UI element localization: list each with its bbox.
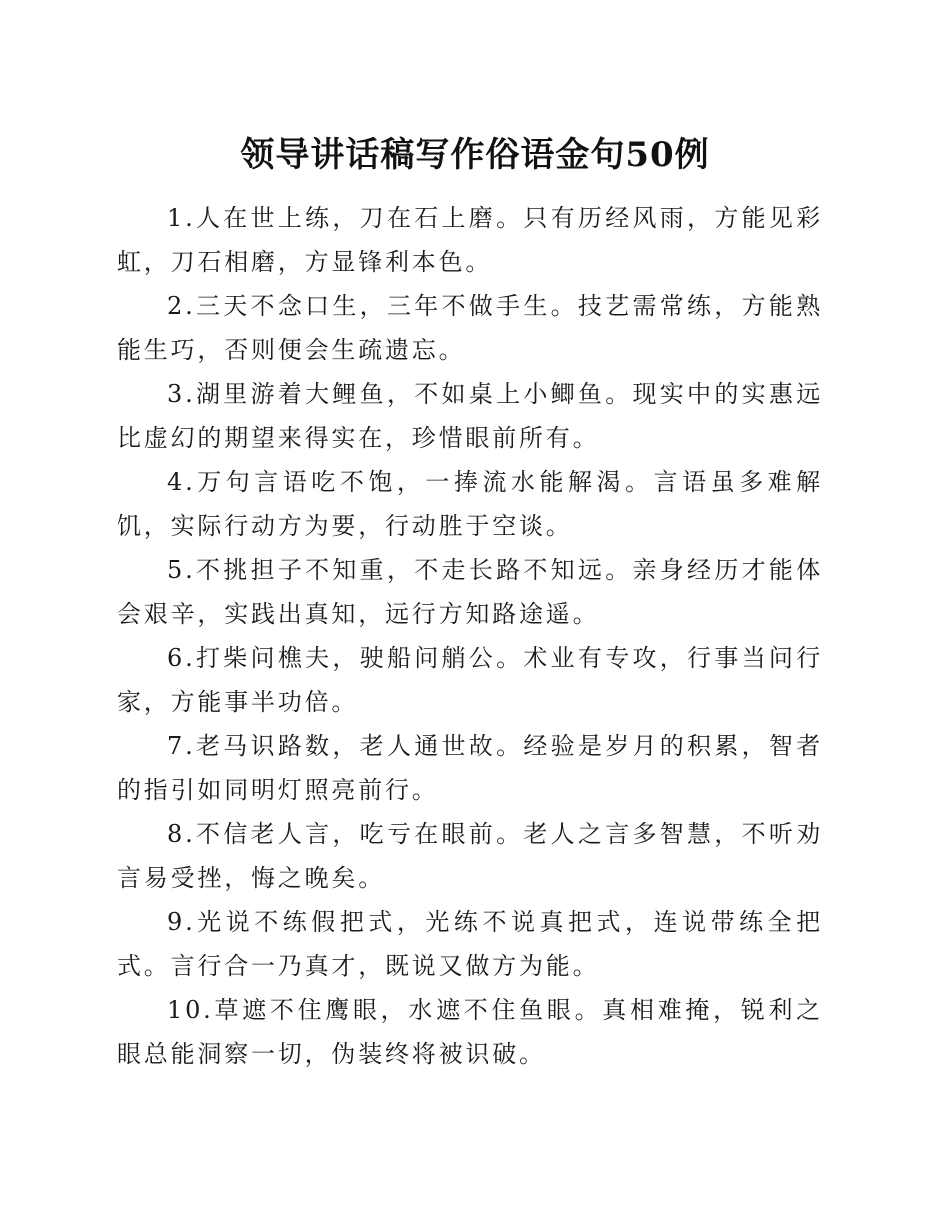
saying-item-1: 1.人在世上练，刀在石上磨。只有历经风雨，方能见彩虹，刀石相磨，方显锋利本色。: [117, 204, 823, 276]
saying-item-8: 8.不信老人言，吃亏在眼前。老人之言多智慧，不听劝言易受挫，悔之晚矣。: [117, 820, 823, 892]
saying-item-5: 5.不挑担子不知重，不走长路不知远。亲身经历才能体会艰辛，实践出真知，远行方知路途遥。: [117, 556, 823, 628]
saying-item-3: 3.湖里游着大鲤鱼，不如桌上小鲫鱼。现实中的实惠远比虚幻的期望来得实在，珍惜眼前所有。: [117, 380, 823, 452]
saying-item-4: 4.万句言语吃不饱，一捧流水能解渴。言语虽多难解饥，实际行动方为要，行动胜于空谈。: [117, 468, 823, 540]
saying-item-6: 6.打柴问樵夫，驶船问艄公。术业有专攻，行事当问行家，方能事半功倍。: [117, 644, 823, 716]
saying-item-10: 10.草遮不住鹰眼，水遮不住鱼眼。真相难掩，锐利之眼总能洞察一切，伪装终将被识破。: [117, 996, 823, 1068]
document-title: 领导讲话稿写作俗语金句50例: [240, 135, 710, 175]
saying-item-9: 9.光说不练假把式，光练不说真把式，连说带练全把式。言行合一乃真才，既说又做方为能。: [117, 908, 823, 980]
document-body: [117, 196, 823, 1076]
saying-item-7: 7.老马识路数，老人通世故。经验是岁月的积累，智者的指引如同明灯照亮前行。: [117, 732, 823, 804]
saying-item-2: 2.三天不念口生，三年不做手生。技艺需常练，方能熟能生巧，否则便会生疏遗忘。: [117, 292, 823, 364]
